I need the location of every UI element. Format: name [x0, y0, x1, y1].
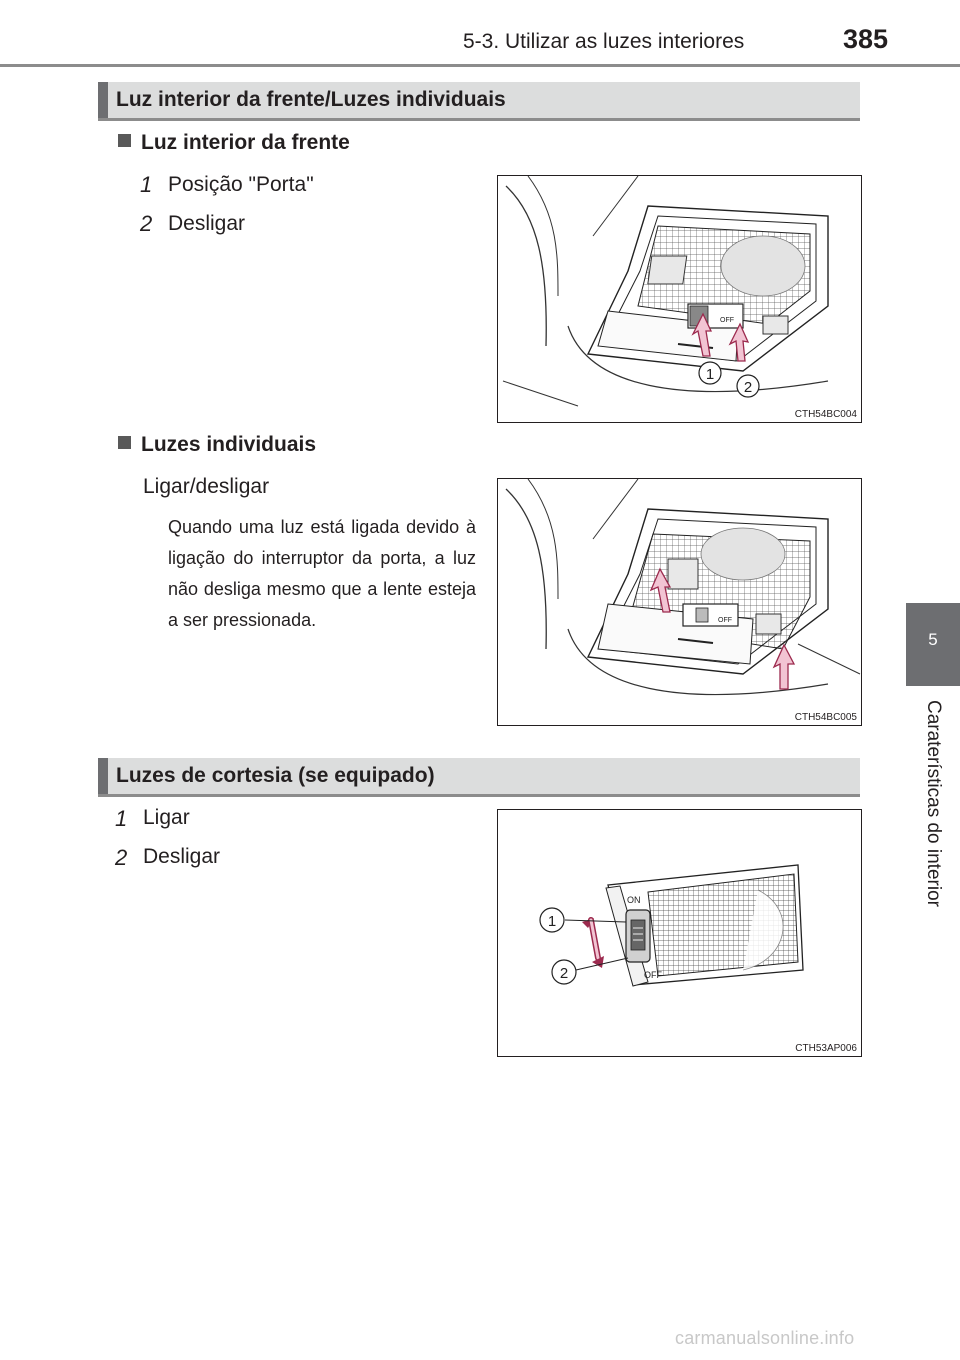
item-text: Desligar	[143, 845, 221, 868]
callout-2: 2	[743, 379, 753, 396]
chapter-label	[918, 700, 948, 930]
running-header: 5-3. Utilizar as luzes interiores	[463, 30, 745, 53]
section-title: Luzes de cortesia (se equipado)	[116, 764, 435, 787]
figure-front-interior-light	[497, 175, 862, 423]
item-number: 1	[140, 172, 153, 197]
subheading-text: Luz interior da frente	[141, 131, 350, 154]
callout-1: 1	[547, 913, 557, 930]
section-heading-interior-lights	[98, 82, 860, 121]
subheading-text: Luzes individuais	[141, 433, 317, 456]
note-paragraph: Quando uma luz está ligada devido à ligação do interruptor da porta, a luz não desliga mesmo que a lente esteja a ser pressionada.	[168, 517, 476, 630]
figure-code: CTH54BC005	[794, 712, 857, 723]
front-light-illustration	[498, 176, 861, 422]
subheading-front-light	[118, 131, 350, 155]
figure-courtesy-light	[497, 809, 862, 1057]
figure-code: CTH53AP006	[795, 1043, 857, 1054]
switch-off-label: OFF	[644, 970, 662, 980]
figure-code: CTH54BC004	[794, 409, 857, 420]
section-bar-accent	[98, 758, 108, 794]
item-number: 2	[115, 845, 128, 870]
courtesy-light-illustration	[498, 810, 861, 1056]
item-number: 1	[115, 806, 128, 831]
header-rule	[0, 64, 960, 67]
callout-1: 1	[705, 366, 715, 383]
chapter-number: 5	[928, 630, 938, 649]
square-bullet-icon	[118, 436, 131, 449]
item-number: 2	[140, 211, 153, 236]
chapter-label-text: Caraterísticas do interior	[923, 700, 944, 907]
watermark: carmanualsonline.info	[675, 1328, 855, 1348]
item-text: Posição "Porta"	[168, 173, 314, 196]
switch-off-label: OFF	[720, 317, 734, 324]
callout-2: 2	[559, 965, 569, 982]
section-bar-accent	[98, 82, 108, 118]
switch-off-label: OFF	[718, 617, 732, 624]
switch-on-label: ON	[627, 895, 641, 905]
subheading-individual-lights	[118, 433, 316, 457]
item-text: Desligar	[168, 212, 246, 235]
square-bullet-icon	[118, 134, 131, 147]
section-title: Luz interior da frente/Luzes individuais	[116, 88, 506, 111]
item-text: Ligar/desligar	[143, 475, 270, 498]
individual-lights-illustration	[498, 479, 861, 725]
page-number: 385	[843, 24, 889, 54]
section-heading-courtesy-lights	[98, 758, 860, 797]
item-text: Ligar	[143, 806, 190, 829]
figure-individual-lights	[497, 478, 862, 726]
